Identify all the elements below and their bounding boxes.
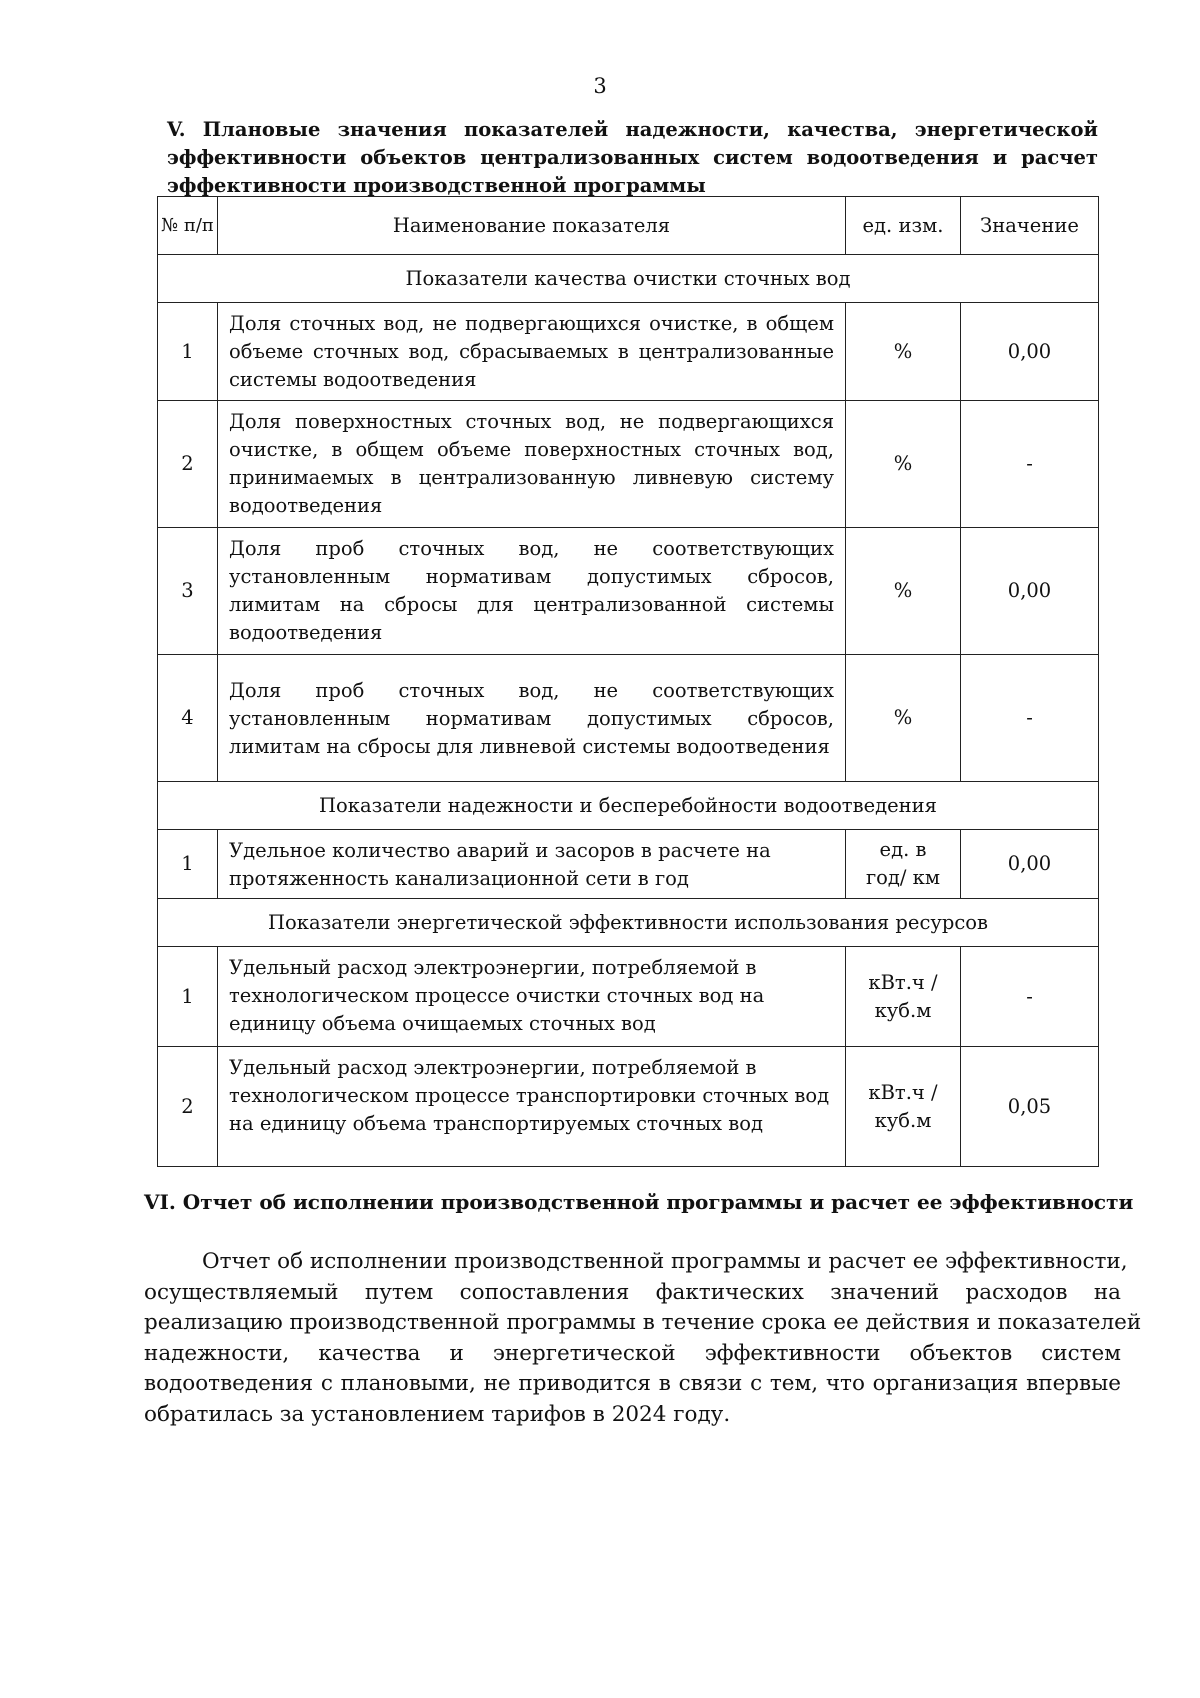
unit-line: кВт.ч / (868, 970, 938, 994)
row-value: - (961, 401, 1099, 528)
name-line: Удельное количество аварий и засоров в расчете на (229, 839, 771, 862)
row-number: 2 (158, 401, 218, 528)
unit-line: год/ км (865, 866, 941, 889)
header-indicator-name: Наименование показателя (218, 197, 846, 255)
row-value: 0,00 (961, 528, 1099, 655)
group-title: Показатели качества очистки сточных вод (158, 255, 1099, 303)
section-5-title (167, 116, 1098, 200)
section-6-title: VI. Отчет об исполнении производственной программы и расчет ее эффективности (144, 1190, 1134, 1214)
row-unit: % (846, 528, 961, 655)
row-indicator-name (218, 655, 846, 782)
name-line: Доля проб сточных вод, не соответствующих (229, 679, 834, 702)
header-unit: ед. изм. (846, 197, 961, 255)
unit-line: куб.м (874, 998, 932, 1022)
group-title: Показатели надежности и бесперебойности водоотведения (158, 782, 1099, 830)
name-line: Доля сточных вод, не подвергающихся очистке, в общем (229, 312, 834, 335)
table-header-row (158, 197, 1099, 255)
row-unit (846, 947, 961, 1047)
section-5-title-line: эффективности производственной программы (167, 174, 706, 197)
row-value: - (961, 655, 1099, 782)
paragraph-line: надежности, качества и энергетической эффективности объектов систем (144, 1340, 1121, 1366)
row-number: 1 (158, 303, 218, 401)
section-5-title-line: V. Плановые значения показателей надежности, качества, энергетической (167, 118, 1098, 141)
row-unit (846, 830, 961, 899)
name-line: принимаемых в централизованную ливневую систему (229, 466, 834, 489)
name-line: Доля проб сточных вод, не соответствующих (229, 537, 834, 560)
row-value: - (961, 947, 1099, 1047)
name-line: технологическом процессе транспортировки сточных вод (229, 1084, 830, 1107)
row-indicator-name (218, 401, 846, 528)
row-number: 2 (158, 1047, 218, 1167)
name-line: лимитам на сбросы для ливневой системы водоотведения (229, 735, 830, 758)
table-row (158, 303, 1099, 401)
row-indicator-name (218, 830, 846, 899)
paragraph-line: водоотведения с плановыми, не приводится в связи с тем, что организация впервые (144, 1371, 1121, 1396)
section-6-paragraph (144, 1247, 1142, 1430)
name-line: на единицу объема транспортируемых сточных вод (229, 1112, 763, 1135)
table-row (158, 655, 1099, 782)
unit-line: ед. в (879, 838, 927, 861)
header-number: № п/п (158, 197, 218, 255)
name-line: объеме сточных вод, сбрасываемых в централизованные (229, 340, 834, 363)
row-number: 3 (158, 528, 218, 655)
name-line: очистке, в общем объеме поверхностных сточных вод, (229, 438, 834, 461)
group-title: Показатели энергетической эффективности использования ресурсов (158, 899, 1099, 947)
row-indicator-name (218, 1047, 846, 1167)
unit-line: кВт.ч / (868, 1080, 938, 1104)
indicators-table (157, 196, 1099, 1167)
table-row (158, 830, 1099, 899)
name-line: системы водоотведения (229, 368, 477, 391)
name-line: единицу объема очищаемых сточных вод (229, 1012, 656, 1035)
row-value: 0,00 (961, 830, 1099, 899)
name-line: технологическом процессе очистки сточных вод на (229, 984, 765, 1007)
row-number: 1 (158, 947, 218, 1047)
name-line: Удельный расход электроэнергии, потребляемой в (229, 956, 757, 979)
row-number: 4 (158, 655, 218, 782)
name-line: протяженность канализационной сети в год (229, 867, 689, 890)
name-line: лимитам на сбросы для централизованной системы (229, 593, 834, 616)
paragraph-line: осуществляемый путем сопоставления фактических значений расходов на (144, 1279, 1121, 1305)
name-line: Удельный расход электроэнергии, потребляемой в (229, 1056, 757, 1079)
table-row (158, 1047, 1099, 1167)
table-row (158, 401, 1099, 528)
name-line: водоотведения (229, 494, 383, 517)
table-row (158, 947, 1099, 1047)
name-line: водоотведения (229, 621, 383, 644)
row-unit: % (846, 303, 961, 401)
row-unit: % (846, 655, 961, 782)
header-value: Значение (961, 197, 1099, 255)
row-unit (846, 1047, 961, 1167)
unit-line: куб.м (874, 1108, 932, 1132)
name-line: Доля поверхностных сточных вод, не подвергающихся (229, 410, 834, 433)
paragraph-line: обратилась за установлением тарифов в 2024 году. (144, 1401, 731, 1427)
table-group-row (158, 255, 1099, 303)
table-group-row (158, 899, 1099, 947)
row-indicator-name (218, 528, 846, 655)
table-row (158, 528, 1099, 655)
row-number: 1 (158, 830, 218, 899)
section-5-title-line: эффективности объектов централизованных систем водоотведения и расчет (167, 146, 1098, 169)
table-group-row (158, 782, 1099, 830)
page-number: 3 (593, 74, 607, 98)
row-unit: % (846, 401, 961, 528)
name-line: установленным нормативам допустимых сбросов, (229, 707, 834, 730)
name-line: установленным нормативам допустимых сбросов, (229, 565, 834, 588)
row-value: 0,05 (961, 1047, 1099, 1167)
paragraph-line: реализацию производственной программы в течение срока ее действия и показателей (144, 1310, 1142, 1335)
row-value: 0,00 (961, 303, 1099, 401)
row-indicator-name (218, 303, 846, 401)
paragraph-line: Отчет об исполнении производственной программы и расчет ее эффективности, (202, 1249, 1128, 1274)
row-indicator-name (218, 947, 846, 1047)
